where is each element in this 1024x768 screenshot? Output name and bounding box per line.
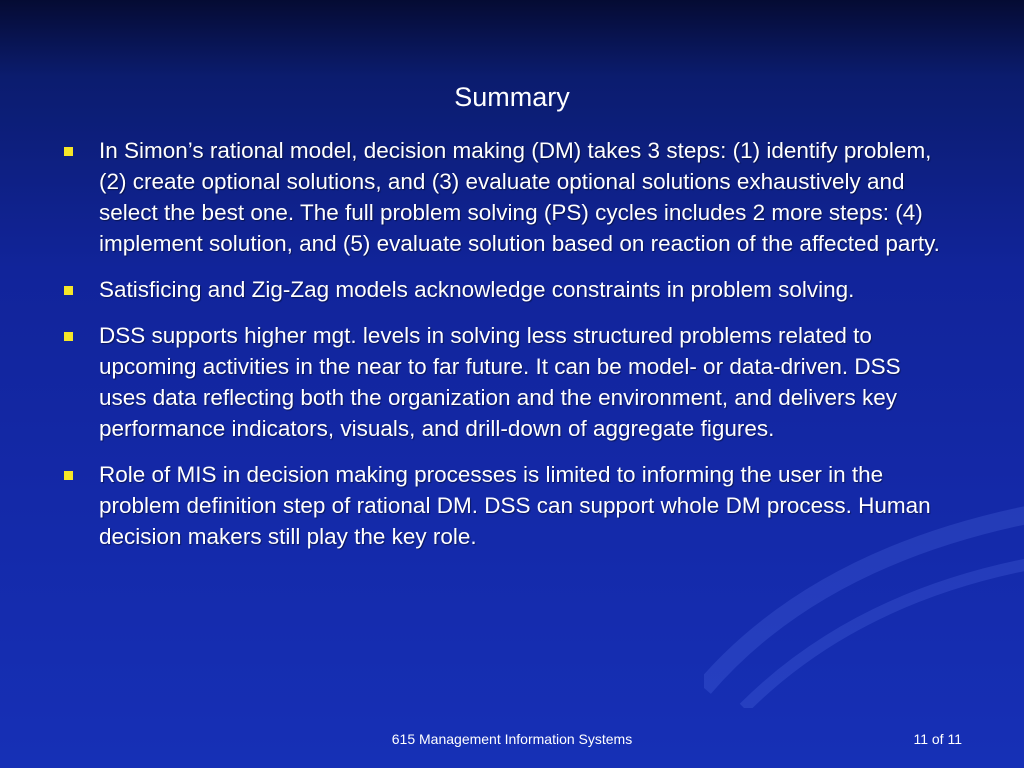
yellow-square-bullet-icon xyxy=(64,286,73,295)
bullet-list xyxy=(60,135,940,567)
yellow-square-bullet-icon xyxy=(64,332,73,341)
bullet-text: Satisficing and Zig-Zag models acknowledge constraints in problem solving. xyxy=(99,277,855,302)
slide-title: Summary xyxy=(454,82,570,112)
bullet-item xyxy=(60,459,940,552)
bullet-item xyxy=(60,274,940,305)
footer-course-title: 615 Management Information Systems xyxy=(391,731,633,747)
footer-page-number: 11 of 11 xyxy=(913,731,962,747)
bullet-item xyxy=(60,320,940,444)
bullet-text: DSS supports higher mgt. levels in solving less structured problems related to upcoming activities in the near to far future. It can be model- or data-driven. DSS uses data reflecting both the organization and the environment, and delivers key performance indicators, visuals, and drill-down of aggregate figures. xyxy=(99,323,901,441)
bullet-item xyxy=(60,135,940,259)
yellow-square-bullet-icon xyxy=(64,147,73,156)
bullet-text: Role of MIS in decision making processes is limited to informing the user in the problem definition step of rational DM. DSS can support whole DM process. Human decision makers still play the key role. xyxy=(99,462,931,549)
yellow-square-bullet-icon xyxy=(64,471,73,480)
bullet-text: In Simon’s rational model, decision making (DM) takes 3 steps: (1) identify problem, (2) create optional solutions, and (3) evaluate optional solutions exhaustively and select the best one. The full problem solving (PS) cycles includes 2 more steps: (4) implement solution, and (5) evaluate solution based on reaction of the affected party. xyxy=(99,138,940,256)
